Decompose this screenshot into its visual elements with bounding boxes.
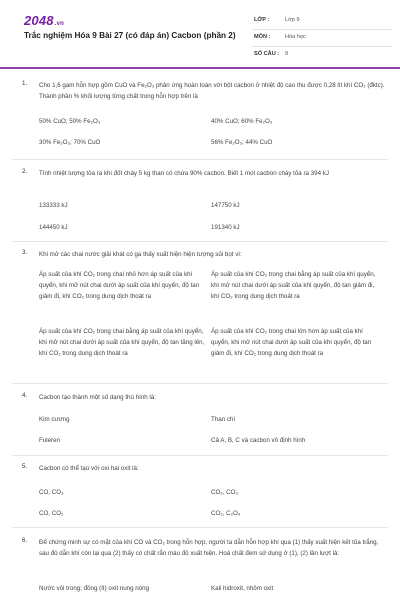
meta-label: LỚP : — [254, 17, 270, 23]
meta-row-count — [252, 47, 392, 63]
option-d[interactable]: Cả A, B, C và cacbon vô định hình — [211, 437, 306, 444]
question-divider — [12, 527, 388, 528]
option-a[interactable]: CO, CO₃ — [39, 489, 64, 496]
option-c[interactable]: 30% Fe₂O₃; 70% CuO — [39, 139, 101, 146]
option-a[interactable]: 133333 kJ — [39, 202, 68, 209]
question-divider — [12, 383, 388, 384]
meta-label: MÔN : — [254, 34, 271, 40]
question-number: 5. — [22, 463, 28, 470]
question-number: 3. — [22, 249, 28, 256]
logo-text: 2048 — [24, 13, 54, 28]
question-text: Tính nhiệt lượng tỏa ra khi đốt cháy 5 kg than có chứa 90% cacbon. Biết 1 mol cacbon cháy tỏa ra 394 kJ — [39, 170, 329, 177]
option-c[interactable]: Áp suất của khí CO₂ trong chai bằng áp suất của khí quyển, khi mở nút chai dưới áp suất của khí quyển, độ tan tăng lên, khí CO₂ trong dung dịch thoát ra — [39, 328, 205, 357]
question-number: 4. — [22, 392, 28, 399]
meta-row-subject — [252, 30, 392, 47]
question-text: Cacbon tạo thành một số dạng thù hình là: — [39, 394, 156, 401]
page-header — [0, 0, 400, 66]
question-number: 2. — [22, 168, 28, 175]
option-b[interactable]: Kali hidroxit, nhôm oxit — [211, 585, 274, 592]
option-b[interactable]: Áp suất của khí CO₂ trong chai bằng áp suất của khí quyển, khi mở nút chai dưới áp suất của khí quyển, độ tan giảm đi, khí CO₂ trong dung dịch thoát ra — [211, 271, 376, 300]
option-b[interactable]: Than chì — [211, 416, 236, 423]
option-a[interactable]: Kim cương — [39, 416, 70, 423]
question-divider — [12, 159, 388, 160]
document-title: Trắc nghiệm Hóa 9 Bài 27 (có đáp án) Cacbon (phần 2) — [24, 31, 236, 40]
option-b[interactable]: CO₂, CO₃ — [211, 489, 238, 496]
option-d[interactable]: 191340 kJ — [211, 224, 240, 231]
option-a[interactable]: 50% CuO; 50% Fe₂O₃ — [39, 118, 101, 125]
option-a[interactable]: Nước vôi trong; đồng (II) oxit nung nóng — [39, 585, 150, 592]
option-c[interactable]: 144450 kJ — [39, 224, 68, 231]
option-c[interactable]: Fuleren — [39, 437, 60, 444]
meta-value: Lớp 9 — [285, 17, 300, 23]
option-d[interactable]: CO₂, C₂O₄ — [211, 510, 241, 517]
question-text: Để chứng minh sự có mặt của khí CO và CO₂ trong hỗn hợp, người ta dẫn hỗn hợp khí qua (1) thấy xuất hiện kết tủa trắng, sau đó dẫn khí còn lại qua (2) thấy có chất rắn màu đỏ xuất hiện. Hoá chất đem sử dụng ở (1), (2) lần lượt là: — [39, 539, 379, 557]
option-b[interactable]: 147750 kJ — [211, 202, 240, 209]
option-c[interactable]: CO, CO₂ — [39, 510, 64, 517]
site-logo[interactable] — [24, 13, 64, 28]
option-d[interactable]: Áp suất của khí CO₂ trong chai lớn hơn áp suất của khí quyển, khi mở nút chai dưới áp suất của khí quyển, độ tan giảm đi, khí CO₂ trong dung dịch thoát ra — [211, 328, 372, 357]
question-number: 1. — [22, 80, 28, 87]
meta-table — [252, 13, 392, 63]
question-text: Khi mở các chai nước giải khát có ga thấy xuất hiện hiện tượng sủi bọt vì: — [39, 251, 242, 258]
meta-value: 9 — [285, 51, 289, 57]
header-divider — [0, 67, 400, 69]
question-divider — [12, 455, 388, 456]
meta-label: SỐ CÂU : — [254, 51, 280, 57]
meta-row-class — [252, 13, 392, 30]
question-text: Cho 1,6 gam hỗn hợp gồm CuO và Fe₂O₃ phản ứng hoàn toàn với bột cacbon ở nhiệt độ cao thu được 0,28 lít khí CO₂ (đktc). Thành phần % khối lượng từng chất trong hỗn hợp trên là — [39, 82, 385, 100]
meta-value: Hóa học — [285, 34, 306, 40]
logo-suffix: .vn — [54, 21, 65, 27]
question-divider — [12, 241, 388, 242]
question-text: Cacbon có thể tạo với oxi hai oxit là: — [39, 465, 139, 472]
option-a[interactable]: Áp suất của khí CO₂ trong chai nhỏ hơn áp suất của khí quyển, khi mở nút chai dưới áp suất của khí quyển, độ tan giảm đi, khí CO₂ trong dung dịch thoát ra — [39, 271, 200, 300]
question-number: 6. — [22, 537, 28, 544]
option-b[interactable]: 40% CuO; 60% Fe₂O₃ — [211, 118, 273, 125]
option-d[interactable]: 56% Fe₂O₃; 44% CuO — [211, 139, 273, 146]
